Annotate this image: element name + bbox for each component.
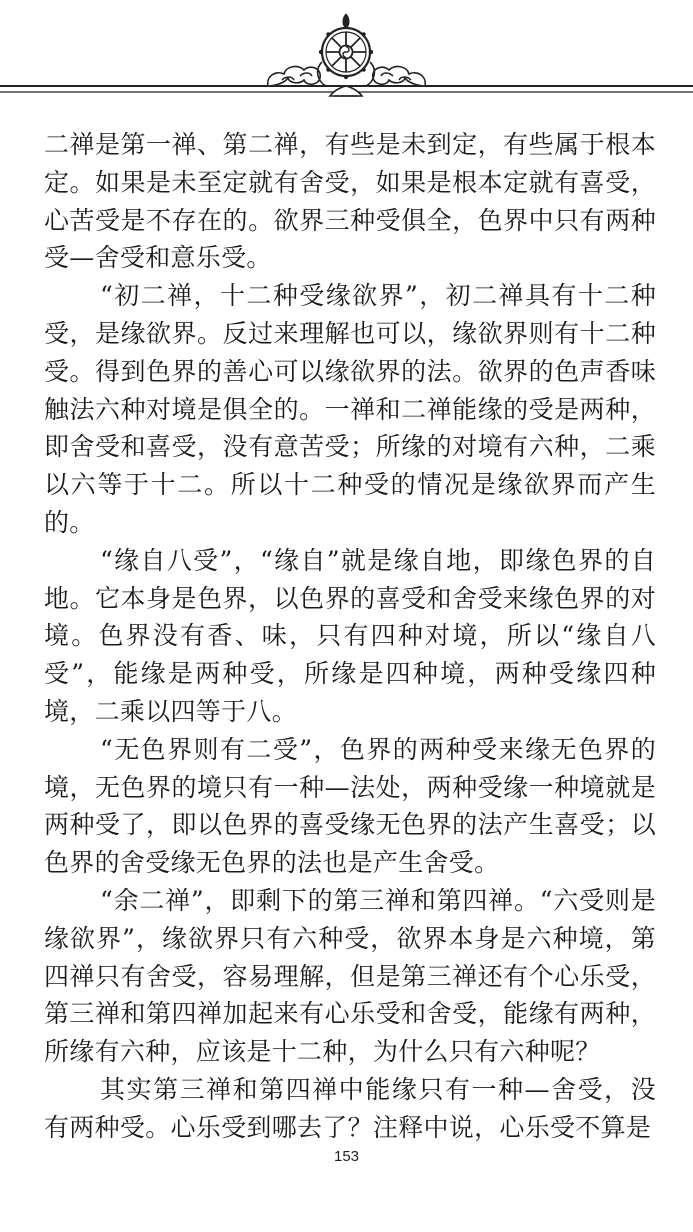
paragraph: 其实第三禅和第四禅中能缘只有一种—舍受，没有两种受。心乐受到哪去了？注释中说，心乐受不算是 [44, 1074, 656, 1142]
paragraph: “余二禅”，即剩下的第三禅和第四禅。“六受则是缘欲界”，缘欲界只有六种受，欲界本身是六种境，第四禅只有舍受，容易理解，但是第三禅还有个心乐受，第三禅和第四禅加起来有心乐受和舍受，能缘有两种，所缘有六种，应该是十二种，为什么只有六种呢？ [44, 885, 656, 1067]
dharma-wheel-icon [318, 14, 375, 96]
paragraph: “缘自八受”，“缘自”就是缘自地，即缘色界的自地。它本身是色界，以色界的喜受和舍受来缘色界的对境。色界没有香、味，只有四种对境，所以“缘自八受”，能缘是两种受，所缘是四种境，两种受缘四种境，二乘以四等于八。 [44, 545, 656, 726]
header-ornament [0, 0, 693, 110]
page-number: 153 [333, 1148, 360, 1165]
paragraph: 二禅是第一禅、第二禅，有些是未到定，有些属于根本定。如果是未至定就有舍受，如果是根本定就有喜受，心苦受是不存在的。欲界三种受俱全，色界中只有两种受—舍受和意乐受。 [44, 130, 656, 273]
left-cloud-icon [268, 67, 320, 86]
right-cloud-icon [373, 67, 425, 86]
page-body [44, 126, 656, 1147]
paragraph: “无色界则有二受”，色界的两种受来缘无色界的境，无色界的境只有一种—法处，两种受缘一种境就是两种受了，即以色界的喜受缘无色界的法产生喜受；以色界的舍受缘无色界的法也是产生舍受。 [44, 734, 656, 878]
page-header [0, 0, 693, 110]
paragraph: “初二禅，十二种受缘欲界”，初二禅具有十二种受，是缘欲界。反过来理解也可以，缘欲界则有十二种受。得到色界的善心可以缘欲界的法。欲界的色声香味触法六种对境是俱全的。一禅和二禅能缘的受是两种，即舍受和喜受，没有意苦受；所缘的对境有六种，二乘以六等于十二。所以十二种受的情况是缘欲界而产生的。 [44, 281, 656, 537]
